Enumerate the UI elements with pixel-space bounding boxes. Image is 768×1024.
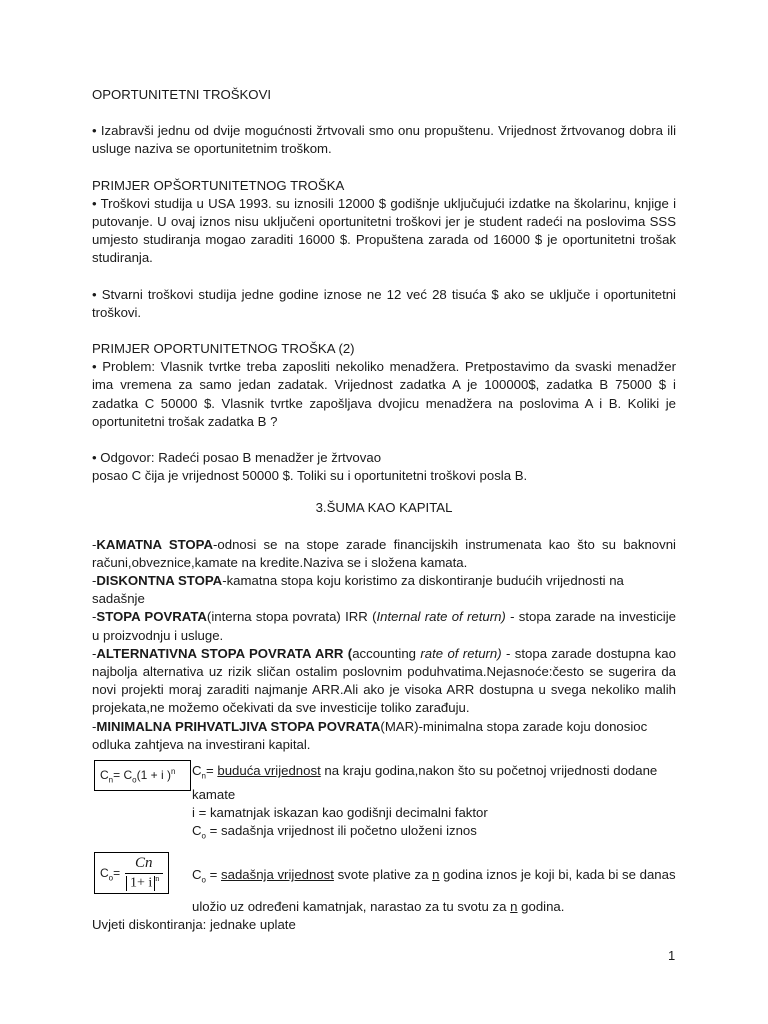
formula-present-value-box	[94, 852, 169, 894]
heading-primjer-2: PRIMJER OPORTUNITETNOG TROŠKA (2)	[92, 341, 355, 357]
term-alternativna-stopa: -ALTERNATIVNA STOPA POVRATA ARR (accounting rate of return) - stopa zarade dostupna kao najbolja alternativa uz rizik sličan ostalim poslovnim poduhvatima.Nejasnoće:često se sugerira da novi projekti moraj zaraditi najmanje ARR.Ali ako je visoka ARR dostupna u svega nekoliko malih projekata,ne možemo očekivati da sve investicije toliko zarađuju.	[92, 645, 676, 716]
formula-lhs: $C_o=$	[100, 866, 121, 883]
paragraph-example-1: • Troškovi studija u USA 1993. su iznosili 12000 $ godišnje uključujući izdatke na školarinu, knjige i putovanje. U ovaj iznos nisu uključeni oportunitetni troškovi jer je student radeći na poslovima SSS umjesto studiranja mogao zaraditi 16000 $. Propuštena zarada od 16000 $ je oportunitetni trošak studiranja.	[92, 195, 676, 266]
definition-co: $C_o$ = sadašnja vrijednost ili početno uloženi iznos	[192, 823, 477, 841]
paragraph-answer-line1: • Odgovor: Radeći posao B menadžer je žrtvovao	[92, 450, 382, 466]
term-stopa-povrata: -STOPA POVRATA(interna stopa povrata) IRR (Internal rate of return) - stopa zarade na investicije u proizvodnju i usluge.	[92, 609, 676, 643]
future-value-definitions	[192, 762, 676, 846]
paragraph-answer-line2: posao C čija je vrijednost 50000 $. Toliki su i oportunitetni troškovi posla B.	[92, 468, 528, 484]
document-page	[92, 86, 676, 754]
definition-present-value-line2: uložio uz određeni kamatnjak, narastao za tu svotu za n godina.	[192, 899, 565, 914]
discount-conditions: Uvjeti diskontiranja: jednake uplate	[92, 917, 296, 932]
term-diskontna-stopa: -DISKONTNA STOPA-kamatna stopa koju koristimo za diskontiranje budućih vrijednosti na sadašnje	[92, 573, 624, 607]
paragraph-problem: • Problem: Vlasnik tvrtke treba zaposliti nekoliko menadžera. Pretpostavimo da svaski menadžer ima vremena za samo jedan zadatak. Vrijednost zadatka A je 100000$, zadatka B 75000 $ i zadatka C 50000 $. Vlasnik tvrtke zapošljava dvojicu menadžera na poslovima A i B. Koliki je oportunitetni trošak zadatka B ?	[92, 359, 676, 429]
heading-primjer-1: PRIMJER OPŠORTUNITETNOG TROŠKA	[92, 177, 345, 193]
present-value-definition	[192, 866, 676, 890]
page-number: 1	[668, 948, 676, 963]
heading-suma-kao-kapital: 3.ŠUMA KAO KAPITAL	[315, 500, 453, 516]
definition-cn: $C_n=$ buduća vrijednost na kraju godina,nakon što su početnoj vrijednosti dodane kamate	[192, 763, 658, 802]
formula-future-value: $C_n= C_o(1 + i$ )$^n$	[100, 767, 176, 785]
term-kamatna-stopa: -KAMATNA STOPA-odnosi se na stope zarade financijskih instrumenata kao što su baknovni računi,obveznice,kamate na kredite.Naziva se i složena kamata.	[92, 536, 676, 570]
heading-oportunitetni-troskovi: OPORTUNITETNI TROŠKOVI	[92, 87, 272, 102]
formula-future-value-box	[94, 760, 191, 791]
formula-numerator: Cn	[135, 855, 153, 871]
paragraph-real-costs: • Stvarni troškovi studija jedne godine iznose ne 12 već 28 tisuća $ ako se uključe i oportunitetni troškovi.	[92, 286, 676, 320]
definition-present-value: $C_o$ = sadašnja vrijednost svote plative za n godina iznos je koji bi, kada bi se danas	[192, 867, 676, 885]
formula-denominator: 1+ i $^n$	[126, 874, 159, 892]
definition-i: i = kamatnjak iskazan kao godišnji decimalni faktor	[192, 805, 488, 821]
paragraph-definition: • Izabravši jednu od dvije mogućnosti žrtvovali smo onu propuštenu. Vrijednost žrtvovanog dobra ili usluge naziva se oportunitetnim troškom.	[92, 123, 676, 157]
term-minimalna-stopa: -MINIMALNA PRIHVATLJIVA STOPA POVRATA(MAR)-minimalna stopa zarade koju donosioc odluka zahtjeva na investirani kapital.	[92, 718, 648, 752]
